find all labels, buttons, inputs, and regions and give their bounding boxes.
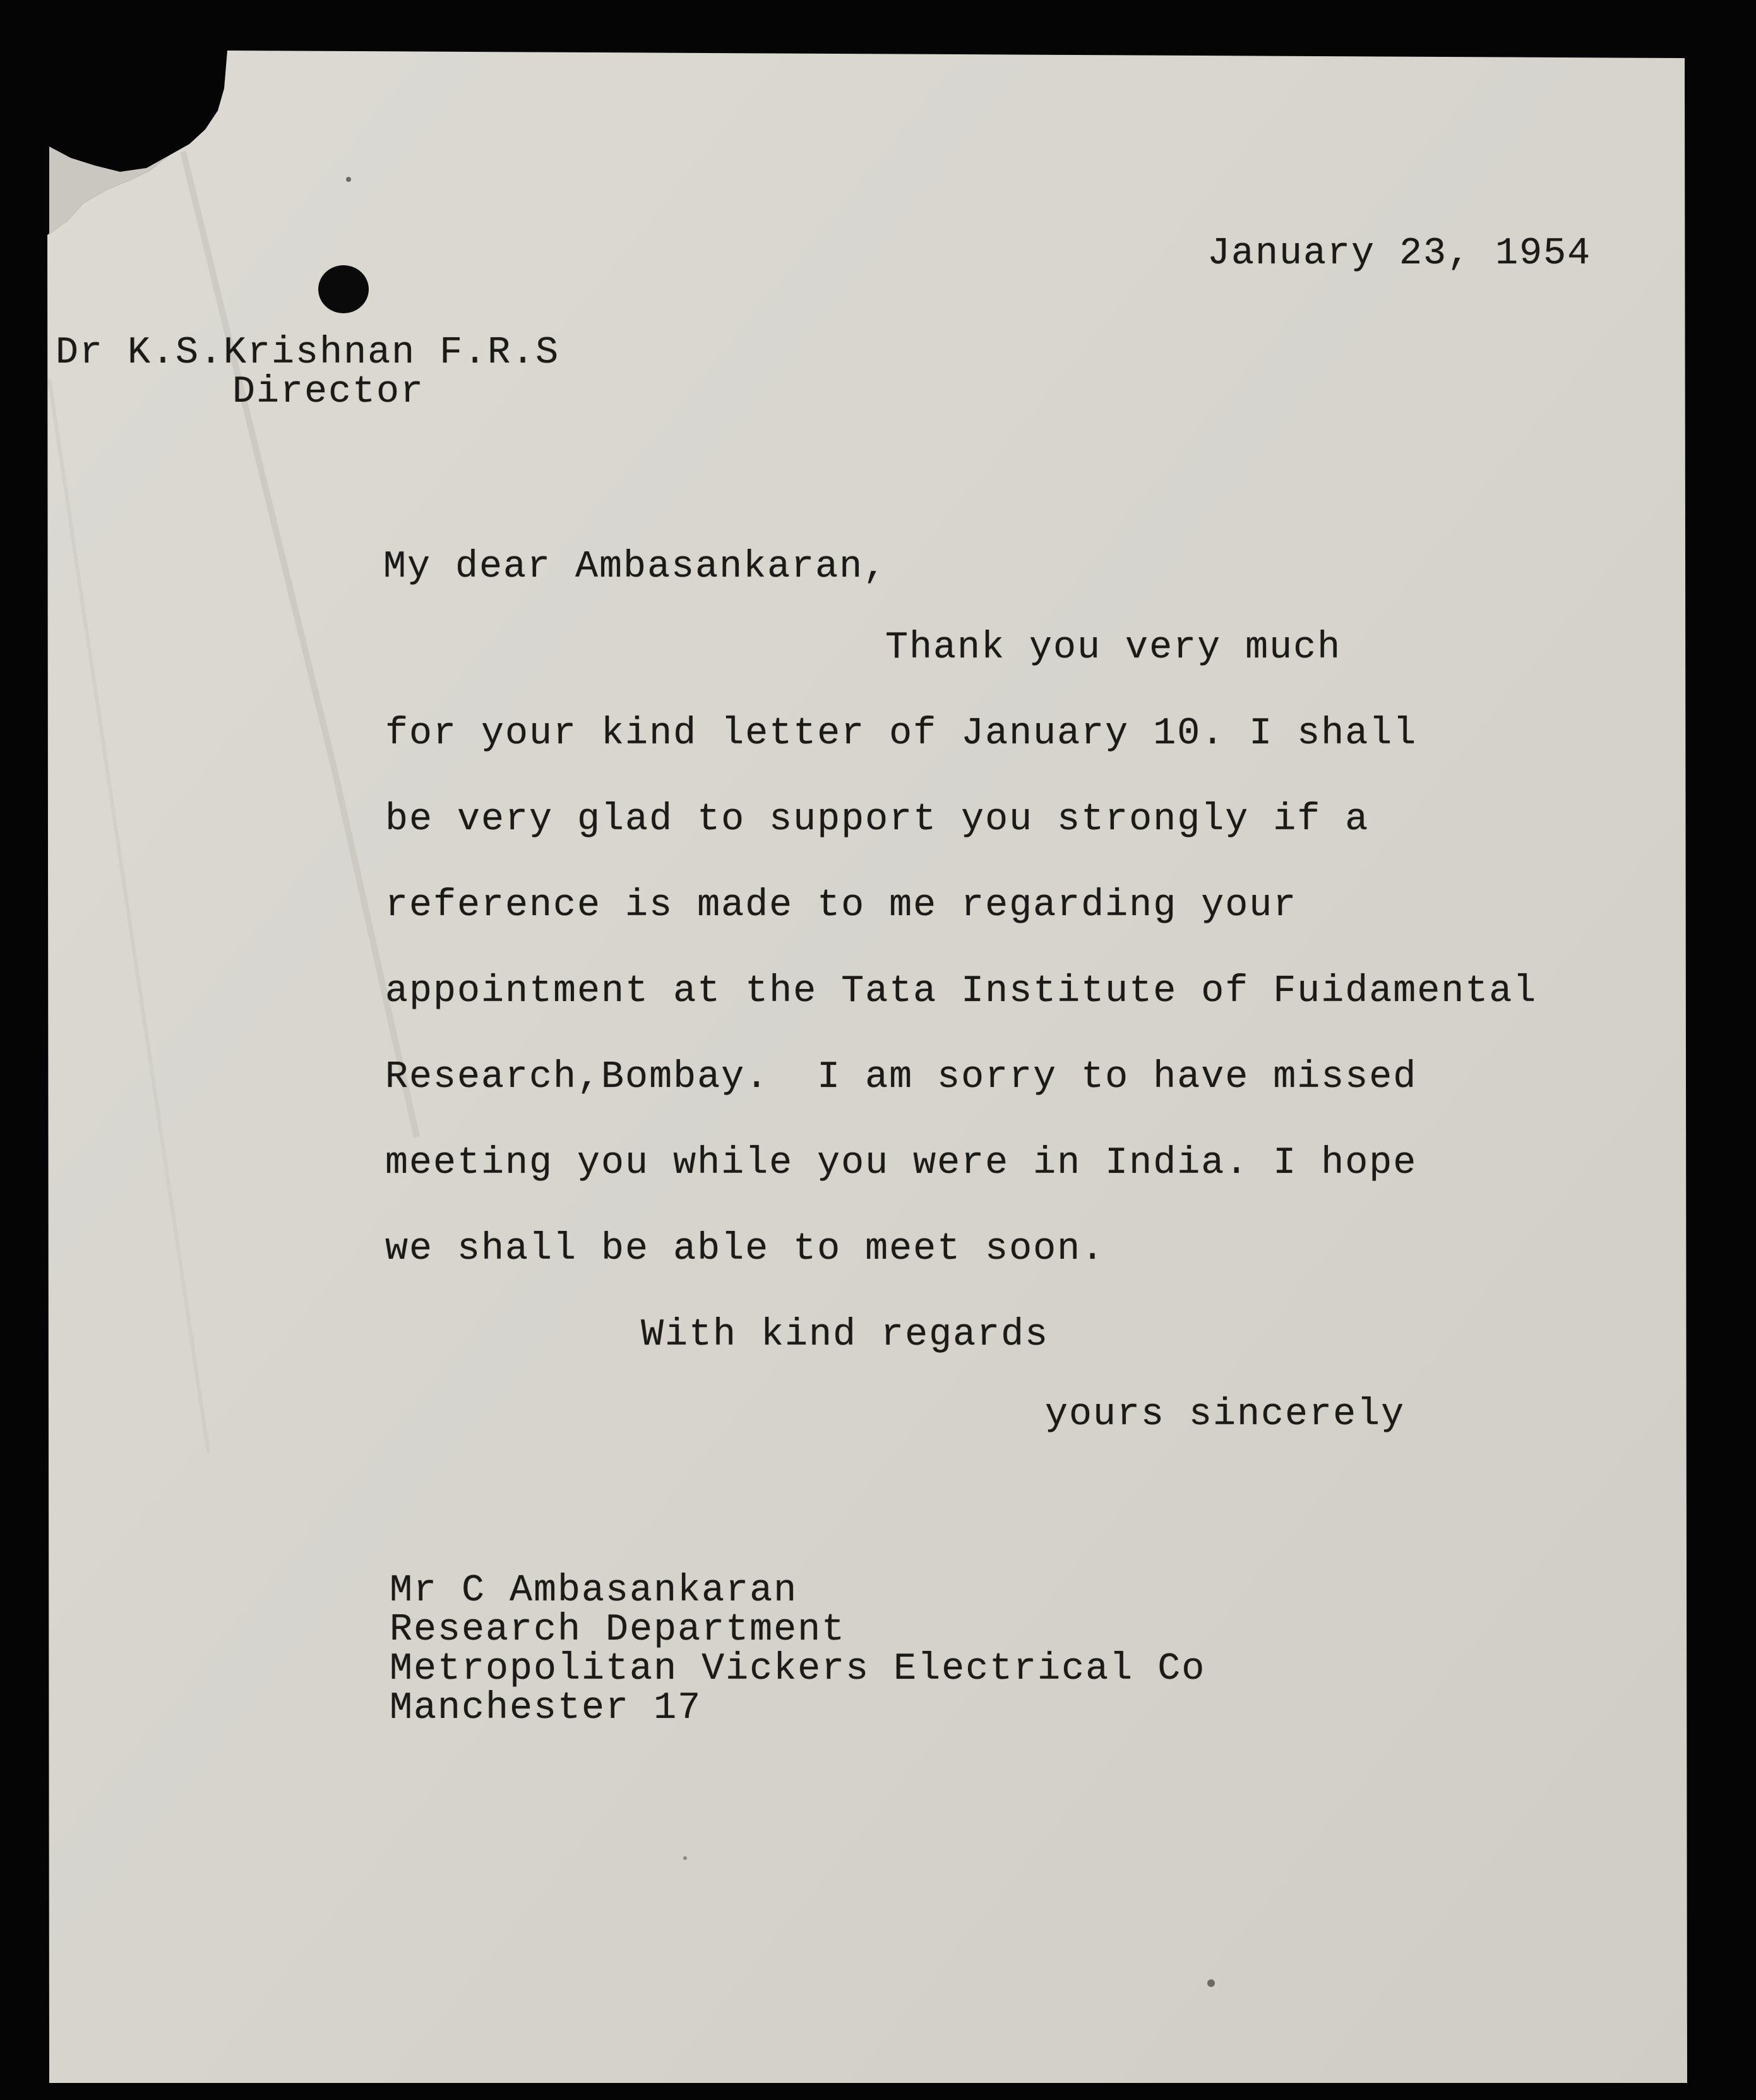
paper-speck	[683, 1856, 687, 1860]
paper-speck	[1207, 1979, 1215, 1987]
body-line-4: reference is made to me regarding your	[385, 884, 1298, 927]
body-line-6: Research,Bombay. I am sorry to have missed	[385, 1056, 1418, 1099]
recipient-address	[390, 1571, 1205, 1728]
recipient-name: Mr C Ambasankaran	[390, 1569, 798, 1612]
body-line-1: Thank you very much	[885, 627, 1342, 669]
body-line-7: meeting you while you were in India. I hope	[385, 1142, 1418, 1185]
body-line-3: be very glad to support you strongly if a	[385, 798, 1370, 841]
recipient-company: Metropolitan Vickers Electrical Co	[390, 1648, 1206, 1691]
letter-date: January 23, 1954	[1207, 232, 1592, 275]
sender-name: Dr K.S.Krishnan F.R.S	[56, 332, 560, 375]
body-line-8: we shall be able to meet soon.	[385, 1228, 1106, 1271]
paper-speck	[346, 177, 351, 182]
body-line-5: appointment at the Tata Institute of Fuidamental	[385, 970, 1538, 1013]
body-line-2: for your kind letter of January 10. I shall	[385, 712, 1418, 755]
salutation: My dear Ambasankaran,	[383, 546, 888, 589]
recipient-city: Manchester 17	[390, 1687, 702, 1730]
recipient-department: Research Department	[390, 1609, 846, 1652]
sender-block	[56, 333, 559, 412]
closing-regards: With kind regards	[641, 1314, 1049, 1357]
punch-hole	[318, 265, 369, 313]
closing-signoff: yours sincerely	[1045, 1393, 1406, 1436]
sender-title: Director	[232, 371, 425, 414]
